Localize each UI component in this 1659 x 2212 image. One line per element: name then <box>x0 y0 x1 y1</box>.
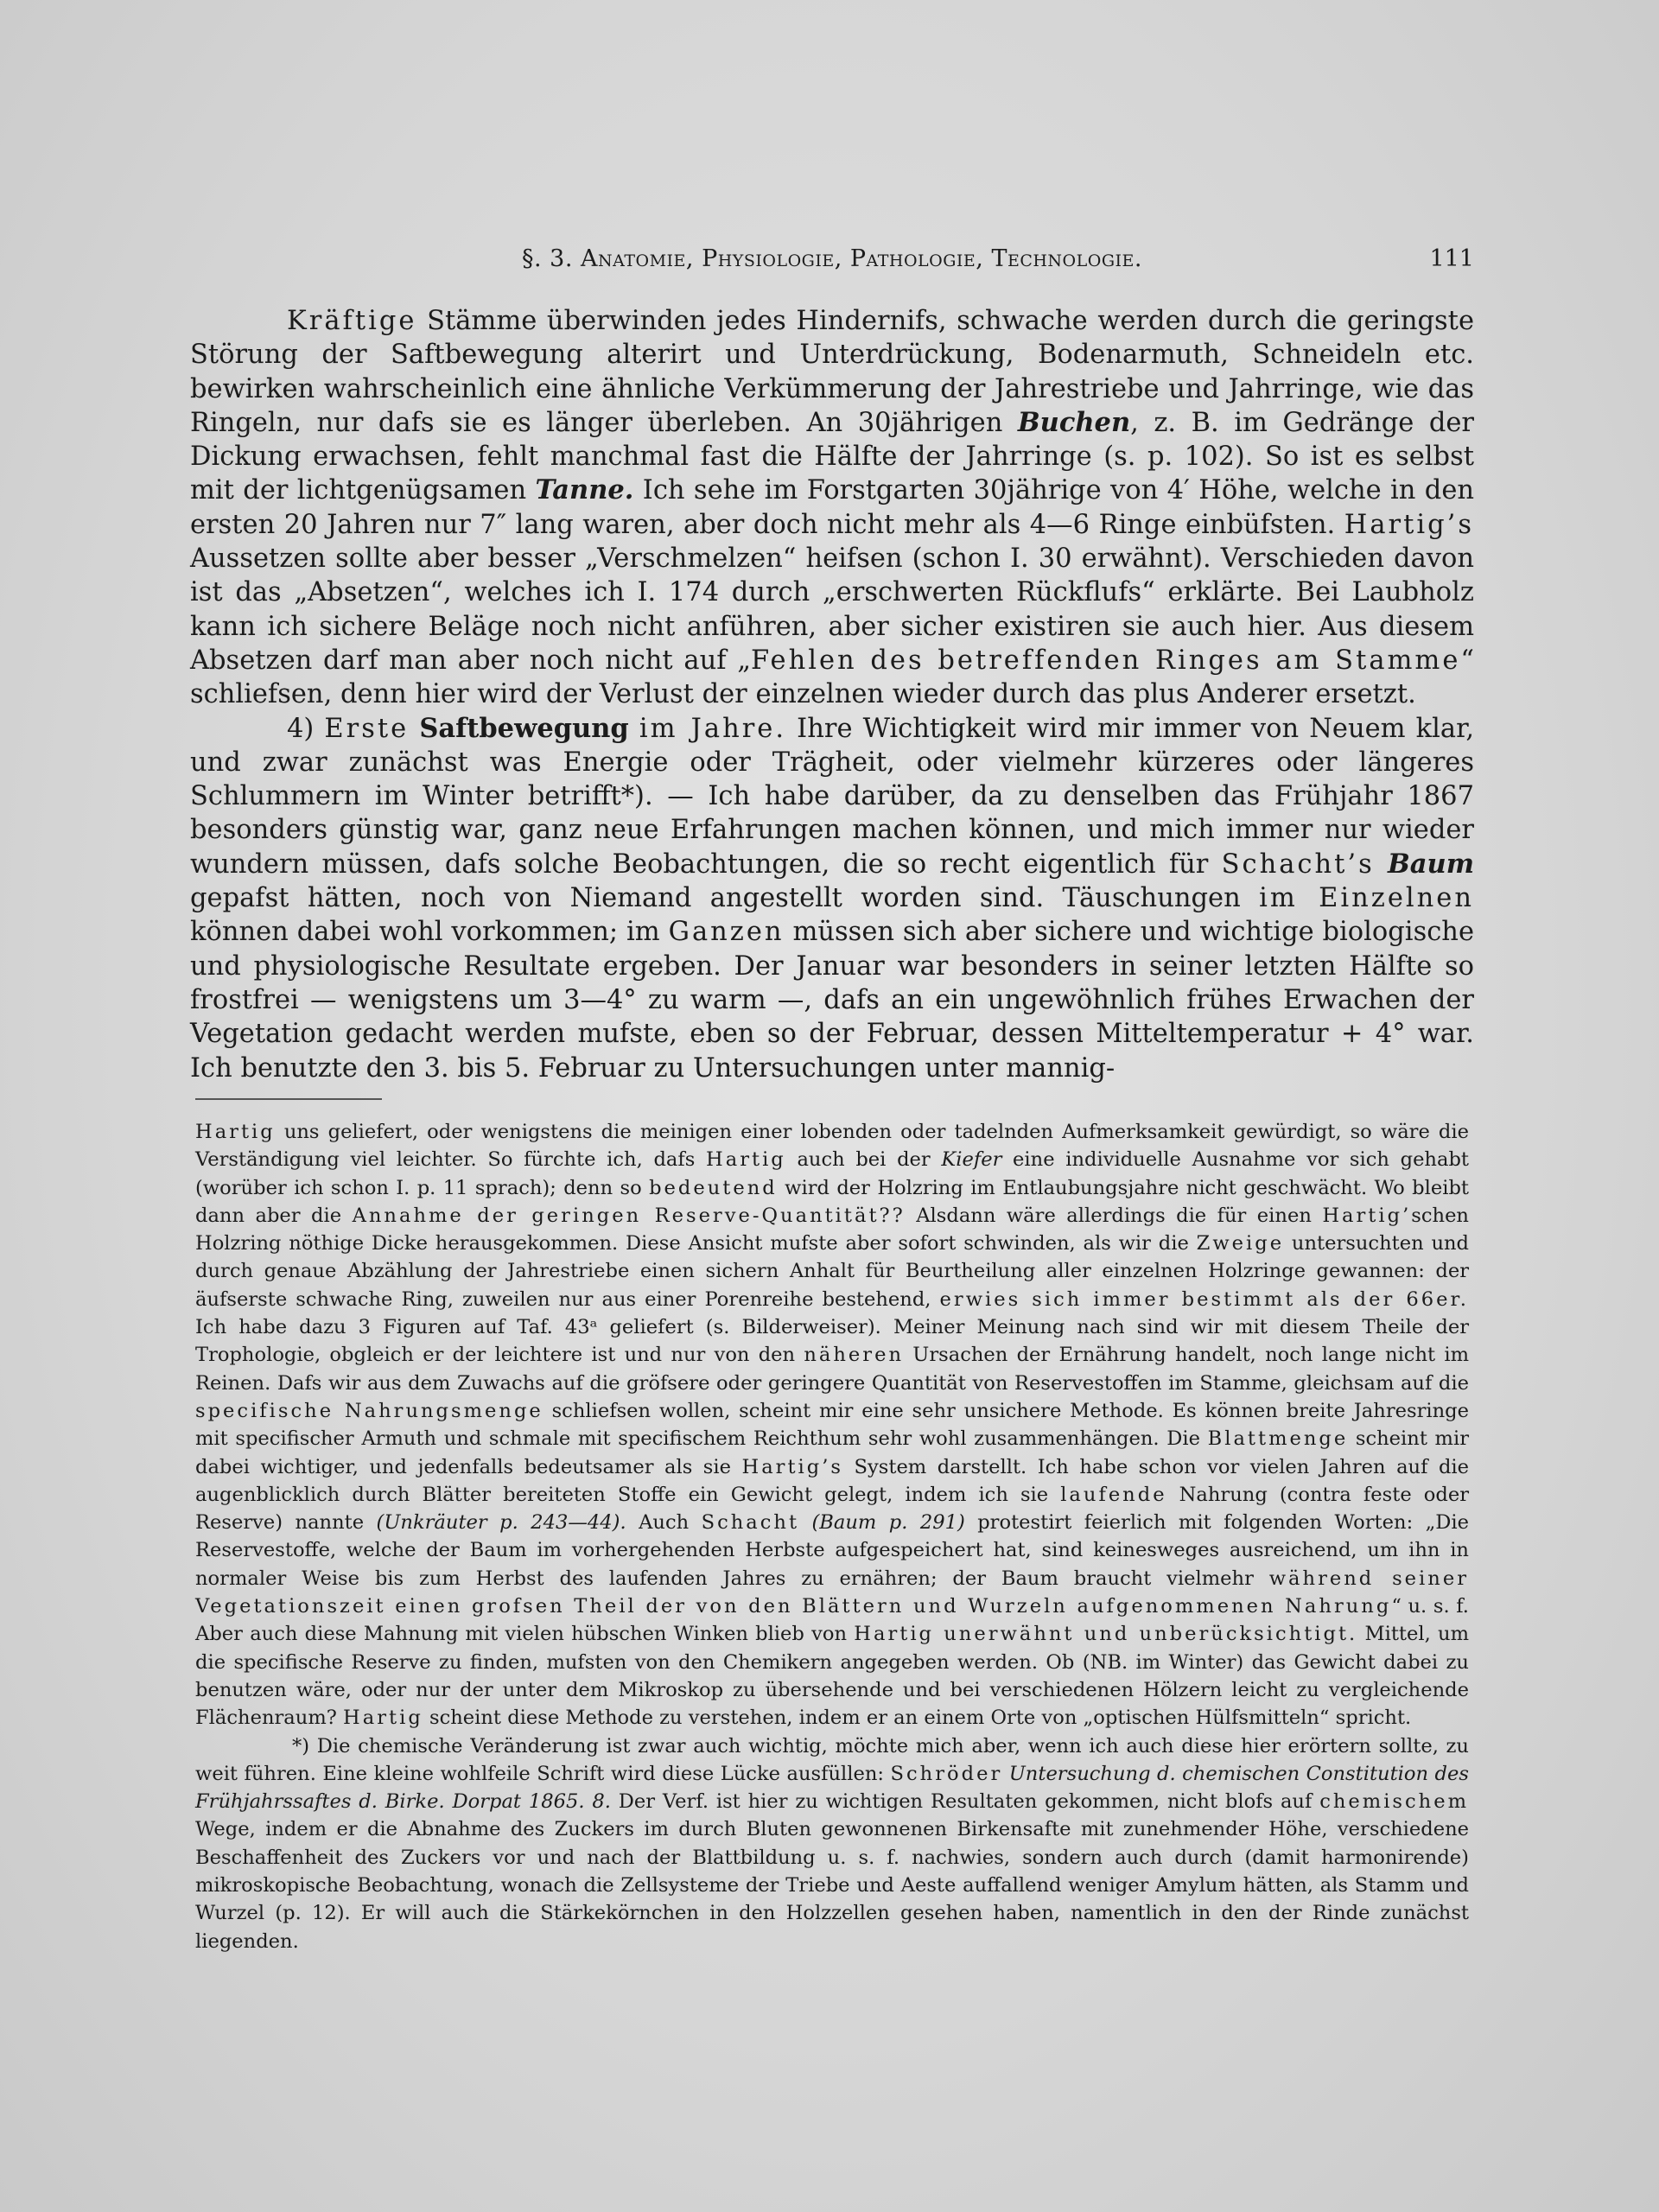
italic-text: Baum <box>1388 848 1474 880</box>
text-run: Ich sehe im Forstgarten 30jährige von 4′ Höhe, welche in den ersten 20 Jahren nur 7″ lang waren, aber doch nicht mehr als 4—6 Ringe einbüfsten. <box>190 475 1475 540</box>
text-run: schen Holzring nöthige Dicke herausgekommen. Diese Ansicht mufste aber sofort schwinden, als wir die <box>195 1204 1469 1255</box>
text-run: Nahrung (contra feste oder Reserve) nannte <box>195 1483 1469 1535</box>
text-run: Alsdann wäre allerdings die für einen <box>905 1204 1323 1227</box>
text-run: schliefsen wollen, scheint mir eine sehr unsichere Methode. Es können breite Jahresringe mit specifischer Armuth und schmale mit specifischem Reichthum sehr wohl zusammenhängen. Die <box>195 1399 1469 1451</box>
text-run: untersuchten und durch genaue Abzählung der Jahrestriebe einen sichern Anhalt für Beurtheilung aller einzelnen Holzringe gewannen: der äufserste schwache Ring, zuweilen nur aus einer Porenreihe bestehend, <box>195 1232 1470 1311</box>
spaced-text: specifische Nahrungsmenge <box>195 1399 543 1422</box>
spaced-text: Hartig <box>343 1707 423 1730</box>
italic-text: (Baum p. 291) <box>811 1511 965 1535</box>
text-run: Der Verf. ist hier zu wichtigen Resultaten gekommen, nicht blofs auf <box>610 1790 1320 1814</box>
spaced-text: Kräftige <box>287 306 417 336</box>
spaced-text: chemischem <box>1319 1790 1470 1814</box>
text-run: , z. B. im Gedränge der Dickung erwachsen, fehlt manchmal fast die Hälfte der Jahrringe (s. p. 102). So ist es selbst mit der lichtgenügsamen <box>190 407 1475 506</box>
spaced-text: im Jahre. <box>639 713 787 744</box>
spaced-text: laufende <box>1060 1483 1167 1506</box>
text-run: auch bei der <box>785 1148 942 1172</box>
text-run: Stämme überwinden jedes Hindernifs, schwache werden durch die geringste Störung der Saftbewegung alterirt und Unterdrückung, Bodenarmuth, Schneideln etc. bewirken wahrscheinlich eine ähnliche Verkümmerung der Jahrestriebe und Jahrringe, wie das Ringeln, nur dafs sie es länger überleben. An 30jährigen <box>190 306 1474 438</box>
text-run: gepafst hätten, noch von Niemand angestellt worden sind. Täuschungen <box>190 883 1260 914</box>
italic-text: Kiefer <box>941 1148 1002 1172</box>
main-text <box>190 304 1474 1085</box>
text-run: Ursachen der Ernährung handelt, noch lange nicht im Reinen. Dafs wir aus dem Zuwachs auf die gröfsere oder geringere Quantität von Reservestoffen im Stamme, gleichsam auf die <box>195 1344 1469 1395</box>
footnotes <box>195 1118 1469 1955</box>
spaced-text: Schröder <box>890 1762 1003 1785</box>
text-run: Wege, indem er die Abnahme des Zuckers im durch Bluten gewonnenen Birkensafte mit zunehmender Höhe, verschiedene Beschaffenheit des Zuckers vor und nach der Blattbildung u. s. f. nachwies, sondern auch durch (damit harmonirende) mikroskopische Beobachtung, wonach die Zellsysteme der Triebe und Aeste auffallend weniger Amylum hätten, als Stamm und Wurzel (p. 12). Er will auch die Stärkekörnchen in den Holzzellen gesehen haben, namentlich in den der Rinde zunächst liegenden. <box>195 1818 1469 1953</box>
italic-text: Untersuchung d. chemischen Constitution des Frühjahrssaftes d. Birke. Dorpat 1865. 8. <box>195 1762 1469 1814</box>
text-run: uns geliefert, oder wenigstens die meinigen einer lobenden oder tadelnden Aufmerksamkeit gewürdigt, so wäre die Verständigung viel leichter. So fürchte ich, dafs <box>195 1121 1469 1172</box>
spaced-text: Hartig’s <box>1344 509 1474 540</box>
text-run <box>1375 849 1388 880</box>
footnote-continuation <box>195 1118 1469 1732</box>
text-run: Aussetzen sollte aber besser „Verschmelzen“ heifsen (schon I. 30 erwähnt). Verschieden davon ist das „Absetzen“, welches ich I. 174 durch „erschwerten Rückflufs“ erklärte. Bei Laubholz kann ich sichere Beläge noch nicht anführen, aber sicher existiren sie auch hier. Aus diesem Absetzen darf man aber noch nicht auf „ <box>190 543 1474 676</box>
spaced-text: Hartig’s <box>741 1455 844 1478</box>
running-header <box>190 245 1474 280</box>
text-run: können dabei wohl vorkommen; im <box>190 917 669 948</box>
spaced-text: Annahme der geringen Reserve-Quantität?? <box>352 1204 906 1227</box>
text-run: müssen sich aber sichere und wichtige biologische und physiologische Resultate ergeben. Der Januar war besonders in seiner letzten Hälfte so frostfrei — wenigstens um 3—4° zu warm —, dafs an ein ungewöhnlich frühes Erwachen der Vegetation gedacht werden mufste, eben so der Februar, dessen Mitteltemperatur + 4° war. Ich benutzte den 3. bis 5. Februar zu Untersuchungen unter mannig- <box>190 917 1474 1084</box>
spaced-text: erwies sich immer bestimmt als der 66er. <box>939 1287 1469 1311</box>
spaced-text: Zweige <box>1196 1232 1285 1255</box>
text-run: wird der Holzring im Entlaubungsjahre nicht geschwächt. Wo bleibt dann aber die <box>195 1176 1469 1227</box>
text-run <box>1002 1763 1009 1785</box>
text-run <box>799 1511 811 1534</box>
paragraph-1 <box>190 304 1474 712</box>
italic-text: (Unkräuter p. 243—44). <box>376 1511 626 1535</box>
spaced-text: im Einzelnen <box>1259 883 1474 914</box>
text-run: System darstellt. Ich habe schon vor vielen Jahren auf die augenblicklich durch Blätter bereiteten Stoffe ein Gewicht gelegt, indem ich sie <box>195 1455 1470 1506</box>
text-run: Ihre Wichtigkeit wird mir immer von Neuem klar, und zwar zunächst was Energie oder Trägheit, oder vielmehr kürzeres oder längeres Schlummern im Winter betrifft*). — Ich habe darüber, da zu denselben das Frühjahr 1867 besonders günstig war, ganz neue Erfahrungen machen können, und mich immer nur wieder wundern müssen, dafs solche Beobachtungen, die so recht eigentlich für <box>190 713 1475 880</box>
spaced-text: Hartig’ <box>1322 1204 1412 1227</box>
text-run: “ u. s. f. Aber auch diese Mahnung mit vielen hübschen Winken blieb von <box>195 1595 1469 1646</box>
spaced-text: Schacht’s <box>1221 849 1375 880</box>
page-number: 111 <box>1429 245 1474 272</box>
text-run: Auch <box>626 1511 702 1535</box>
footnote-separator <box>195 1098 382 1100</box>
spaced-text: bedeutend <box>649 1176 778 1199</box>
spaced-text: Fehlen des betreffenden Ringes am Stamme <box>751 645 1461 676</box>
running-title: §. 3. Anatomie, Physiologie, Pathologie, Technologie. <box>522 245 1142 272</box>
bold-text: Saftbewegung <box>419 712 629 744</box>
paragraph-2 <box>190 712 1474 1085</box>
spaced-text: Hartig <box>706 1148 786 1172</box>
spaced-text: während seiner Vegetationszeit einen grofsen Theil der von den Blättern und Wurzeln aufgenommenen Nahrung <box>195 1567 1469 1618</box>
spaced-text: Erste <box>324 713 410 744</box>
spaced-text: Schacht <box>701 1511 800 1535</box>
text-run: 4) <box>287 713 325 744</box>
spaced-text: Hartig <box>195 1121 276 1143</box>
spaced-text: näheren <box>804 1344 905 1367</box>
spaced-text: Hartig unerwähnt und unberücksichtigt. <box>854 1623 1358 1646</box>
footnote-asterisk <box>195 1732 1469 1955</box>
text-run: scheint mir dabei wichtiger, und jedenfalls bedeutsamer als sie <box>195 1427 1470 1478</box>
italic-text: Tanne. <box>535 474 634 506</box>
text-run: scheint diese Methode zu verstehen, indem er an einem Orte von „optischen Hülfsmitteln“ spricht. <box>423 1707 1412 1730</box>
text-run: Mittel, um die specifische Reserve zu finden, mufsten von den Chemikern angegeben werden. Ob (NB. im Winter) das Gewicht dabei zu benutzen wäre, oder nur der unter dem Mikroskop zu übersehende und bei verschiedenen Hölzern leicht zu vergleichende Flächenraum? <box>195 1623 1469 1730</box>
text-run: “ schliefsen, denn hier wird der Verlust der einzelnen wieder durch das plus Anderer ersetzt. <box>190 645 1474 710</box>
spaced-text: Blattmenge <box>1207 1427 1349 1451</box>
text-run: Ich habe dazu 3 Figuren auf Taf. 43ᵃ geliefert (s. Bilderweiser). Meiner Meinung nach sind wir mit diesem Theile der Trophologie, obgleich er der leichtere ist und nur von den <box>195 1316 1469 1367</box>
text-run <box>629 714 639 744</box>
italic-text: Buchen <box>1017 406 1131 438</box>
spaced-text: Ganzen <box>668 917 785 948</box>
text-run <box>409 714 419 744</box>
text-run: *) Die chemische Veränderung ist zwar auch wichtig, möchte mich aber, wenn ich auch diese hier erörtern sollte, zu weit führen. Eine kleine wohlfeile Schrift wird diese Lücke ausfüllen: <box>195 1734 1469 1785</box>
text-run: eine individuelle Ausnahme vor sich gehabt (worüber ich schon I. p. 11 sprach); denn so <box>195 1148 1469 1199</box>
text-run: protestirt feierlich mit folgenden Worten: „Die Reservestoffe, welche der Baum im vorhergehenden Herbste aufgespeichert hat, sind keinesweges ausreichend, um ihn in normaler Weise bis zum Herbst des laufenden Jahres zu ernähren; der Baum braucht vielmehr <box>195 1511 1470 1590</box>
